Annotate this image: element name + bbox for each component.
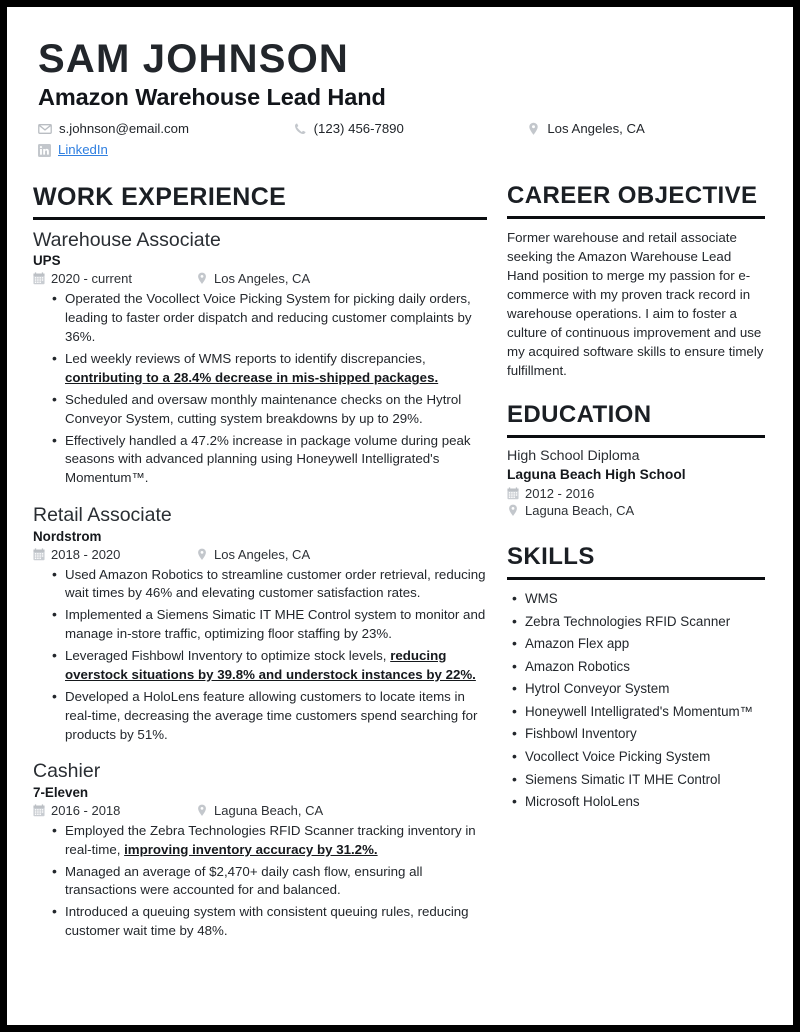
- job-location-text: Laguna Beach, CA: [214, 802, 324, 818]
- map-pin-icon: [196, 272, 208, 285]
- work-experience-entry: [33, 504, 487, 744]
- section-title-skills: SKILLS: [507, 543, 595, 571]
- job-bullet: • Developed a HoloLens feature allowing customers to locate items in real-time, decreasing the average time customers spend searching for products by 51%.: [65, 688, 487, 745]
- education-location-text: Laguna Beach, CA: [525, 503, 635, 519]
- map-pin-icon: [527, 122, 540, 136]
- job-location: [196, 547, 310, 562]
- linkedin-icon: [38, 144, 51, 157]
- skill-item: • WMS: [525, 589, 765, 609]
- job-title: Cashier: [33, 760, 101, 783]
- resume-body: [33, 183, 767, 944]
- phone-icon: [293, 122, 307, 136]
- job-bullet: • Introduced a queuing system with consistent queuing rules, reducing customer wait time by 48%.: [65, 903, 487, 941]
- job-bullet: • Managed an average of $2,470+ daily cash flow, ensuring all transactions were accounted for and balanced.: [65, 863, 487, 901]
- job-company: UPS: [33, 253, 61, 269]
- contact-location: [527, 120, 767, 138]
- left-column: [33, 183, 503, 944]
- section-title-career-objective: CAREER OBJECTIVE: [507, 182, 758, 210]
- map-pin-icon: [196, 548, 208, 561]
- skills-list: [507, 589, 765, 812]
- job-bullet-list: [33, 290, 487, 488]
- work-experience-list: [33, 229, 487, 941]
- section-rule: [507, 216, 765, 219]
- skill-item: • Hytrol Conveyor System: [525, 679, 765, 699]
- section-skills: [507, 544, 765, 812]
- job-title: Warehouse Associate: [33, 229, 221, 252]
- calendar-icon: [33, 548, 45, 561]
- job-meta-row: [33, 547, 487, 562]
- bullet-highlight: reducing overstock situations by 39.8% and understock instances by 22%.: [65, 648, 476, 682]
- career-objective-text: Former warehouse and retail associate seeking the Amazon Warehouse Lead Hand position to merge my passion for e-commerce with my proven track record in warehouse operations. I aim to foster a culture of continuous improvement and use my acquired software skills to ensure timely fulfillment.: [507, 229, 764, 378]
- contact-phone-text: (123) 456-7890: [313, 121, 404, 137]
- job-bullet-list: [33, 566, 487, 745]
- job-bullet: • Used Amazon Robotics to streamline customer order retrieval, reducing wait times by 46% and elevating customer satisfaction rates.: [65, 566, 487, 604]
- right-column: [503, 183, 765, 944]
- bullet-highlight: contributing to a 28.4% decrease in mis-shipped packages.: [65, 369, 439, 385]
- section-rule: [507, 577, 765, 580]
- section-rule: [507, 435, 765, 438]
- work-experience-entry: [33, 229, 487, 488]
- section-title-education: EDUCATION: [507, 400, 652, 428]
- skill-item: • Zebra Technologies RFID Scanner: [525, 612, 765, 632]
- map-pin-icon: [507, 504, 519, 517]
- job-bullet: • Leveraged Fishbowl Inventory to optimize stock levels, reducing overstock situations by 39.8% and understock instances by 22%.: [65, 647, 487, 685]
- education-location: [507, 503, 765, 518]
- job-dates-text: 2018 - 2020: [51, 546, 121, 562]
- job-bullet: • Implemented a Siemens Simatic IT MHE Control system to monitor and manage in-store traffic, optimizing floor staffing by 23%.: [65, 606, 487, 644]
- skill-item: • Vocollect Voice Picking System: [525, 747, 765, 767]
- contact-location-text: Los Angeles, CA: [547, 121, 645, 137]
- skill-item: • Microsoft HoloLens: [525, 792, 765, 812]
- job-location: [196, 271, 310, 286]
- job-bullet: • Employed the Zebra Technologies RFID Scanner tracking inventory in real-time, improving inventory accuracy by 31.2%.: [65, 822, 487, 860]
- skill-item: • Siemens Simatic IT MHE Control: [525, 770, 765, 790]
- work-experience-entry: [33, 760, 487, 941]
- education-dates: [507, 486, 765, 501]
- job-dates: [33, 803, 196, 818]
- job-bullet: • Led weekly reviews of WMS reports to identify discrepancies, contributing to a 28.4% decrease in mis-shipped packages.: [65, 350, 487, 388]
- job-dates-text: 2020 - current: [51, 271, 132, 287]
- job-company: 7-Eleven: [33, 784, 89, 800]
- job-title: Retail Associate: [33, 504, 172, 527]
- education-degree: High School Diploma: [507, 447, 640, 464]
- job-location: [196, 803, 323, 818]
- calendar-icon: [33, 804, 45, 817]
- job-location-text: Los Angeles, CA: [214, 546, 311, 562]
- skill-item: • Honeywell Intelligrated's Momentum™: [525, 702, 765, 722]
- skill-item: • Amazon Flex app: [525, 634, 765, 654]
- section-education: [507, 402, 765, 518]
- section-career-objective: [507, 183, 765, 380]
- calendar-icon: [507, 487, 519, 500]
- education-dates-text: 2012 - 2016: [525, 486, 595, 502]
- resume-sheet: [7, 7, 793, 1025]
- bullet-highlight: improving inventory accuracy by 31.2%.: [124, 841, 378, 857]
- job-bullet: • Scheduled and oversaw monthly maintenance checks on the Hytrol Conveyor System, cutting system breakdowns by up to 29%.: [65, 391, 487, 429]
- resume-header: [33, 33, 767, 159]
- section-rule: [33, 217, 487, 220]
- contact-row-secondary: [38, 141, 767, 159]
- job-meta-row: [33, 271, 487, 286]
- job-dates: [33, 271, 196, 286]
- job-company: Nordstrom: [33, 528, 102, 544]
- contact-phone[interactable]: [293, 120, 528, 138]
- skill-item: • Amazon Robotics: [525, 657, 765, 677]
- map-pin-icon: [196, 804, 208, 817]
- contact-email[interactable]: [38, 120, 293, 138]
- envelope-icon: [38, 122, 52, 136]
- job-bullet-list: [33, 822, 487, 941]
- job-dates-text: 2016 - 2018: [51, 802, 121, 818]
- job-meta-row: [33, 803, 487, 818]
- contact-row-primary: [38, 120, 767, 138]
- job-bullet: • Effectively handled a 47.2% increase in package volume during peak seasons with advanced planning using Honeywell Intelligrated's Momentum™.: [65, 432, 487, 489]
- page-title: SAM JOHNSON: [38, 37, 350, 81]
- job-location-text: Los Angeles, CA: [214, 271, 311, 287]
- job-bullet: • Operated the Vocollect Voice Picking System for picking daily orders, leading to faster order dispatch and reducing customer complaints by 36%.: [65, 290, 487, 347]
- contact-email-text: s.johnson@email.com: [59, 121, 189, 137]
- contact-linkedin[interactable]: [38, 141, 293, 159]
- professional-headline: Amazon Warehouse Lead Hand: [38, 84, 386, 111]
- job-dates: [33, 547, 196, 562]
- section-title-work-experience: WORK EXPERIENCE: [33, 183, 287, 212]
- skill-item: • Fishbowl Inventory: [525, 724, 765, 744]
- education-school: Laguna Beach High School: [507, 467, 686, 483]
- calendar-icon: [33, 272, 45, 285]
- linkedin-link[interactable]: LinkedIn: [58, 142, 108, 158]
